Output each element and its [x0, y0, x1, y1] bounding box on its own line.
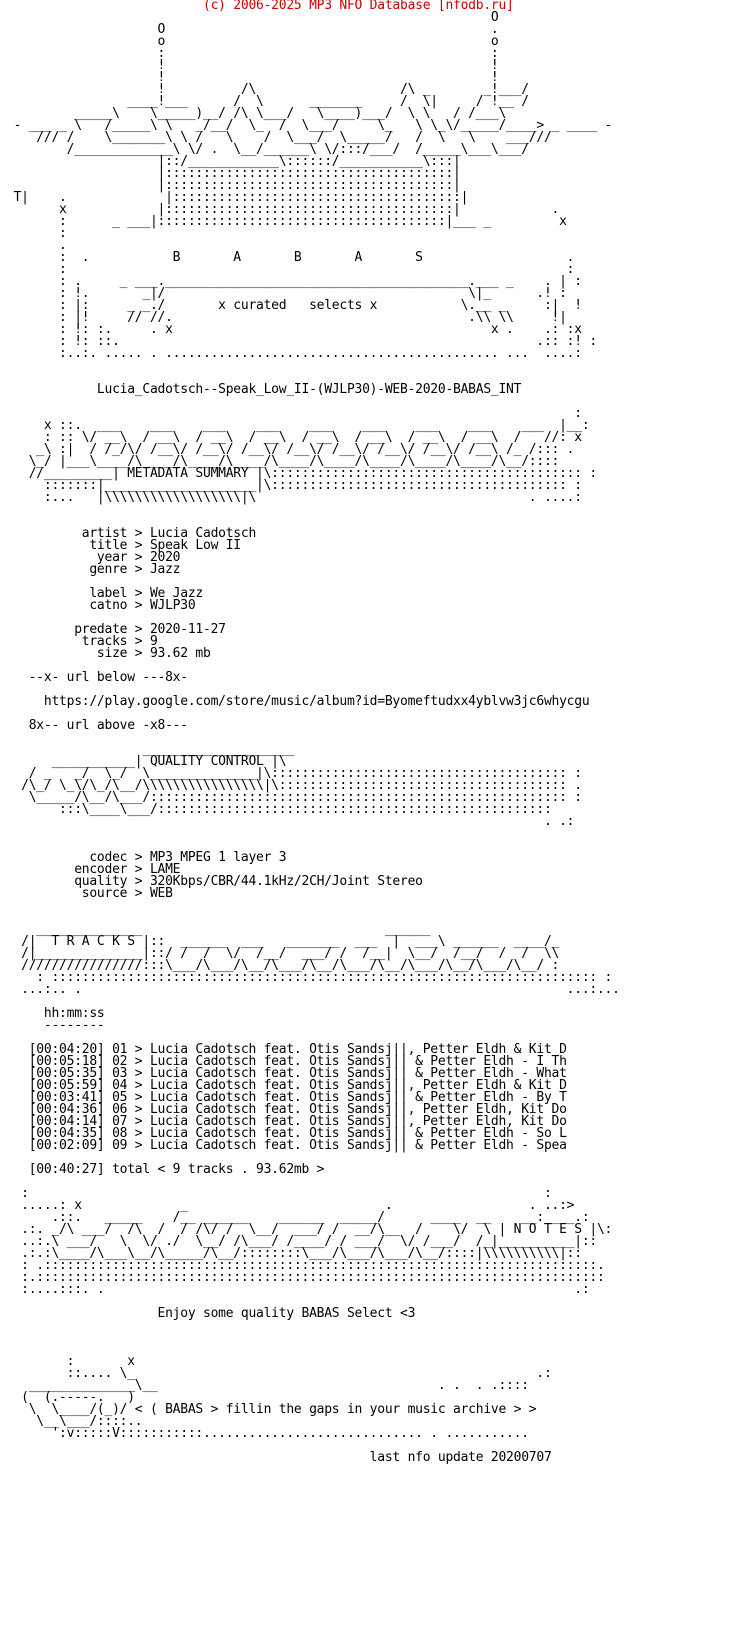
nfo-line: title > Speak Low II: [6, 538, 241, 553]
nfo-line: ______________\__ . . . .::::: [6, 1378, 529, 1393]
nfo-line: catno > WJLP30: [6, 598, 196, 613]
nfo-line: [00:04:14] 07 > Lucia Cadotsch feat. Otis Sandsj||, Petter Eldh, Kit Do: [6, 1114, 567, 1129]
nfo-line: : :: \/ __\ / __\ / __\ / __\ / __\ / __\ / __\ / __\ / //: x: [6, 430, 582, 445]
nfo-line: [6, 1332, 736, 1344]
nfo-line: [6, 900, 736, 912]
nfo-line: ! !: [6, 58, 499, 73]
nfo-line: O: [6, 10, 499, 25]
nfo-line: 8x-- url above -x8---: [6, 718, 188, 733]
nfo-line: \__\___/::::..: [6, 1414, 143, 1429]
nfo-line: [6, 828, 736, 840]
nfo-line: |::/____________\::::::/___________\:::|: [6, 154, 461, 169]
nfo-line: [00:03:41] 05 > Lucia Cadotsch feat. Otis Sandsj|| & Petter Eldh - By T: [6, 1090, 567, 1105]
nfo-line: : :::::::::::::::::::::::::::::::::::::::::::::::::::::::::::::::::::::::: :: [6, 970, 613, 985]
nfo-line: : _ ___|::::::::::::::::::::::::::::::::::::::|___ _ x: [6, 214, 567, 229]
nfo-line: [6, 504, 736, 516]
nfo-line: |::::::::::::::::::::::::::::::::::::::|: [6, 166, 461, 181]
nfo-line: :... |\\\\\\\\\\\\\\\\\\|\ . ....:: [6, 490, 582, 505]
nfo-line: [6, 996, 736, 1008]
nfo-line: : !: ::. .:: :! :: [6, 334, 597, 349]
nfo-line: --------: [6, 1018, 105, 1033]
nfo-line: ____!___ / \ _______ / \| / !__ /: [6, 94, 529, 109]
nfo-line: :..:. ..... . ............................................ ... ....:: [6, 346, 582, 361]
nfo-line: ////////////////:::\___/\___/\__/\___/\__/\___/\__/\___/\__/\___/\__/ :: [6, 958, 560, 973]
nfo-line: Lucia_Cadotsch--Speak_Low_II-(WJLP30)-WEB-2020-BABAS_INT: [6, 382, 522, 397]
nfo-line: [00:04:36] 06 > Lucia Cadotsch feat. Otis Sandsj||, Petter Eldh, Kit Do: [6, 1102, 567, 1117]
nfo-line: : .:::::::::::::::::::::::::::::::::::::::::::::::::::::::::::::::::::::::::.: [6, 1258, 605, 1273]
nfo-line: size > 93.62 mb: [6, 646, 211, 661]
nfo-line: \_/ |___\____/\____/\____/\____/\____/\____/\____/\____/\____/\__/::::: [6, 454, 560, 469]
nfo-line: artist > Lucia Cadotsch: [6, 526, 257, 541]
nfo-line: hh:mm:ss: [6, 1006, 105, 1021]
nfo-line: _\ :| / /_/\/ /__\/ /__\/ /__\/ /__\/ /__\/ /__\/ /__\/ /__\ /_ /::: .: [6, 442, 575, 457]
nfo-line: - ___ _ \ /_____\ \ _/__/ \_ / \___/ \_ \ \_\/_____/____> _ ____ -: [6, 118, 613, 133]
nfo-line: x ::. ___ ___ ___ ___ ___ ___ ___ ___ ___ |__:: [6, 418, 590, 433]
nfo-line: ...:.. . ...:...: [6, 982, 620, 997]
nfo-line: encoder > LAME: [6, 862, 181, 877]
nfo-line: [00:05:35] 03 > Lucia Cadotsch feat. Otis Sandsj|| & Petter Eldh - What: [6, 1066, 567, 1081]
nfo-line: [00:40:27] total < 9 tracks . 93.62mb >: [6, 1162, 325, 1177]
nfo-line: : !. _|/ \|_ .! :: [6, 286, 567, 301]
nfo-line: [00:04:35] 08 > Lucia Cadotsch feat. Otis Sandsj|| & Petter Eldh - So L: [6, 1126, 567, 1141]
nfo-line: /\_/ \_\/\_/\__/\\\\\\\\\\\\\\\\|\:::::::::::::::::::::::::::::::::::::: .: [6, 778, 582, 793]
nfo-line: : . B A B A S .: [6, 250, 575, 265]
nfo-line: .....: x _ . . ..:>: [6, 1198, 575, 1213]
nfo-line: codec > MP3 MPEG 1 layer 3: [6, 850, 287, 865]
nfo-line: ( (.-----. ): [6, 1390, 135, 1405]
nfo-line: .::. _____ /__ ______ ______ _____/ ____ __ __:____.:: [6, 1210, 590, 1225]
nfo-line: : x: [6, 1354, 135, 1369]
nfo-line: --x- url below ---8x-: [6, 670, 188, 685]
nfo-line: ! !: [6, 70, 499, 85]
nfo-line: [00:02:09] 09 > Lucia Cadotsch feat. Otis Sandsj|| & Petter Eldh - Spea: [6, 1138, 567, 1153]
nfo-line: x |::::::::::::::::::::::::::::::::::::::| .: [6, 202, 560, 217]
nfo-line: ::.... \_ .:: [6, 1366, 552, 1381]
nfo-line: [00:04:20] 01 > Lucia Cadotsch feat. Otis Sandsj||, Petter Eldh & Kit D: [6, 1042, 567, 1057]
nfo-line: / _ _/ \_/ \______________|\::::::::::::::::::::::::::::::::::::::: :: [6, 766, 582, 781]
nfo-line: /| T R A C K S |:: ______ ___ _______ ___ | ___\ ______ ____/_: [6, 934, 560, 949]
nfo-line: /_____________\ \/ . \__/______\ \/:::/___/ /_____\___\___/: [6, 142, 529, 157]
nfo-line: ! /\ /\ _ _!___/: [6, 82, 529, 97]
copyright-header: (c) 2006-2025 MP3 NFO Database [nfodb.ru]: [6, 0, 514, 13]
nfo-line: predate > 2020-11-27: [6, 622, 226, 637]
nfo-line: :: [6, 226, 67, 241]
nfo-line: [6, 360, 736, 372]
nfo-line: :: [6, 406, 582, 421]
nfo-line: [6, 1320, 736, 1332]
nfo-line: : :: [6, 262, 575, 277]
nfo-line: ______________ ______: [6, 922, 431, 937]
nfo-line: :.:::::::::::::::::::::::::::::::::::::::::::::::::::::::::::::::::::::::::::: [6, 1270, 605, 1285]
nfo-line: tracks > 9: [6, 634, 158, 649]
nfo-line: : !: :. . x x . .: :x: [6, 322, 582, 337]
nfo-line: .:. _/\ ___/ /\ / / /\/ / \__/ ___/ / __/\__ / \/ \ | N O T E S |\:: [6, 1222, 613, 1237]
nfo-line: [00:05:18] 02 > Lucia Cadotsch feat. Otis Sandsj|| & Petter Eldh - I Th: [6, 1054, 567, 1069]
nfo-line: :::::::|____________________|\::::::::::::::::::::::::::::::::::::::: :: [6, 478, 582, 493]
nfo-line: label > We Jazz: [6, 586, 203, 601]
nfo-line: //_________| METADATA SUMMARY |\::::::::::::::::::::::::::::::::::::::::: :: [6, 466, 597, 481]
nfo-line: T| . |::::::::::::::::::::::::::::::::::::::|: [6, 190, 469, 205]
nfo-line: :....:::. . .:: [6, 1282, 590, 1297]
nfo-line: :::\____\___/::::::::::::::::::::::::::::::::::::::::::::::::::::: [6, 802, 560, 817]
nfo-line: \ \____/(_)/ < ( BABAS > fillin the gaps in your music archive > >: [6, 1402, 537, 1417]
nfo-line: Enjoy some quality BABAS Select <3: [6, 1306, 416, 1321]
nfo-line: ..:.\ ___/ \ \/ ./ \__/ /\___/ /____/ / ___/ \/ /___/ /_|__________|::: [6, 1234, 597, 1249]
nfo-line: : |! // //. .\\ \\ !|: [6, 310, 567, 325]
nfo-line: last nfo update 20200707: [6, 1450, 552, 1465]
nfo-line: source > WEB: [6, 886, 173, 901]
nfo-line: : . _ ___.________________________________________.___ _ . | :: [6, 274, 582, 289]
nfo-line: ____________________: [6, 742, 294, 757]
nfo-line: /// / \_______\ \ / \ / \___/ \_____/ / \ \ ___///: [6, 130, 552, 145]
nfo-line: O .: [6, 22, 499, 37]
nfo-line: : |: _ _./ x curated selects x \.__ _ :| !: [6, 298, 582, 313]
nfo-line: year > 2020: [6, 550, 181, 565]
nfo-line: \_____/\__/\___/::::::::::::::::::::::::::::::::::::::::::::::::::::::: :: [6, 790, 582, 805]
nfo-line: o o: [6, 34, 499, 49]
nfo-line: ':v:::::V:::::::::::............................. . ...........: [6, 1426, 529, 1441]
nfo-line: |::::::::::::::::::::::::::::::::::::::|: [6, 178, 461, 193]
nfo-line: genre > Jazz: [6, 562, 181, 577]
nfo-line: ___________| QUALITY CONTROL |\: [6, 754, 287, 769]
nfo-line: : :: [6, 1186, 552, 1201]
nfo-line: _____\ \_____)__/ /\ \___/ \____)___/ \ \ / /___\: [6, 106, 507, 121]
nfo-line: quality > 320Kbps/CBR/44.1kHz/2CH/Joint Stereo: [6, 874, 423, 889]
nfo-line: . .:: [6, 814, 575, 829]
nfo-line: https://play.google.com/store/music/album?id=Byomeftudxx4yblvw3jc6whycgu: [6, 694, 590, 709]
nfo-line: /|______________|::/ / / \/ /__/ ___/ / /__| \__/ /__/ / / \\: [6, 946, 560, 961]
nfo-line: : :: [6, 46, 499, 61]
nfo-line: .:.:\____/\___\__/\_____/\__/::::::::\___/\___/\___/\__/::::|\\\\\\\\\\|::: [6, 1246, 582, 1261]
nfo-line: [00:05:59] 04 > Lucia Cadotsch feat. Otis Sandsj||, Petter Eldh & Kit D: [6, 1078, 567, 1093]
nfo-line: .: [6, 238, 67, 253]
